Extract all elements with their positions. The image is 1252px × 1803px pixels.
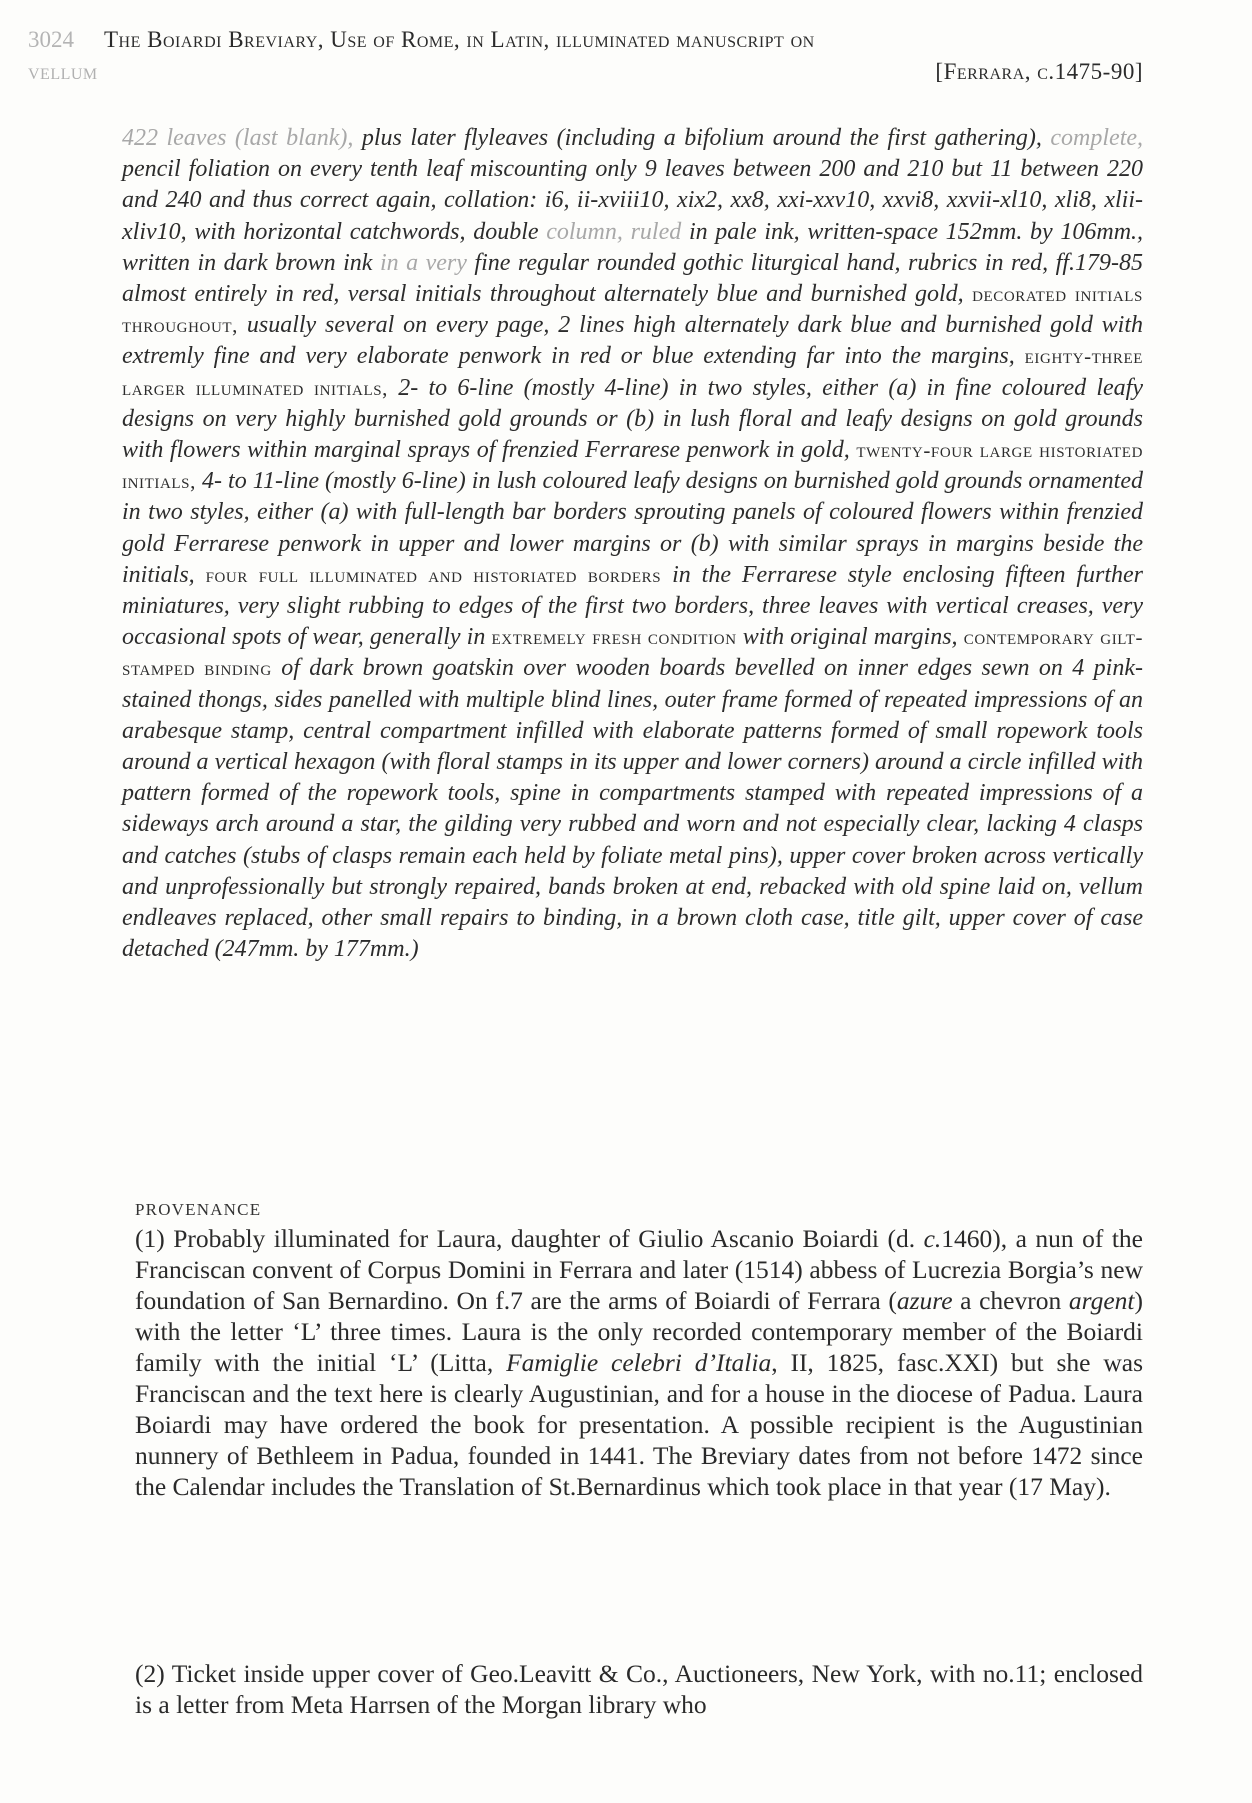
prov-italic: argent [1068,1286,1135,1315]
desc-text: in pale ink, written-space 152mm. by 106mm., written in dark brown ink [122,218,1144,276]
provenance-paragraph-1 [135,1223,1143,1502]
desc-text: in the Ferrarese style enclosing fifteen further miniatures, very slight rubbing to edges of the first two borders, three leaves with vertical creases, very occasional spots of wear, generally in [122,561,1144,651]
desc-text: plus later flyleaves (including a bifolium around the first gathering), [361,125,1042,151]
desc-smallcaps: twenty-four large historiated initials, [122,438,1144,494]
lot-number: 3024 [28,27,74,52]
desc-text: pencil foliation on every tenth leaf miscounting only 9 leaves between 200 and 210 but 11 between 220 and 240 and thus correct again, collation: i6, ii-xviii10, xix2, xx8, xxi-xxv10, xxvi8, xxvii-xl10, xli8, xlii-xliv10, with horizontal catchwords, double [122,156,1143,245]
prov-text: ) with the letter ‘L’ three times. Laura is the only recorded contemporary member of the Boiardi family with the initial ‘L’ (Litta, [135,1286,1143,1377]
lot-place-date: [Ferrara, c.1475-90] [935,59,1143,84]
desc-smallcaps: decorated initials throughout, [122,282,1143,338]
lot-title-continued: vellum [28,59,98,84]
desc-text: in a very [379,249,467,276]
desc-text: 4- to 11-line (mostly 6-line) in lush coloured leafy designs on burnished gold grounds ornamented in two styles, either (a) with full-length bar borders sprouting panels of coloured flowers within frenzied gold Ferrarese penwork in upper and lower margins or (b) with similar sprays in margins beside the initials, [122,468,1143,588]
desc-smallcaps: contemporary gilt-stamped binding [122,625,1144,681]
desc-text: complete, [1050,125,1144,151]
lot-header [28,24,1143,88]
prov-italic: azure [896,1286,953,1315]
prov-italic: c. [923,1224,942,1253]
desc-text: with original margins, [742,624,958,651]
prov-text: (1) Probably illuminated for Laura, daughter of Giulio Ascanio Boiardi (d. [135,1224,916,1253]
desc-text: 422 leaves (last blank), [122,125,354,151]
prov-text: 1460), a nun of the Franciscan convent of Corpus Domini in Ferrara and later (1514) abbess of Lucrezia Borgia’s new foundation of San Bernardino. On f.7 are the arms of Boiardi of Ferrara ( [135,1224,1144,1315]
desc-text: of dark brown goatskin over wooden boards bevelled on inner edges sewn on 4 pink-stained thongs, sides panelled with multiple blind lines, outer frame formed of repeated impressions of an arabesque stamp, central compartment infilled with elaborate patterns formed of small ropework tools around a vertical hexagon (with floral stamps in its upper and lower corners) around a circle infilled with pattern formed of the ropework tools, spine in compartments stamped with repeated impressions of a sideways arch around a star, the gilding very rubbed and worn and not especially clear, lacking 4 clasps and catches (stubs of clasps remain each held by foliate metal pins), upper cover broken across vertically and unprofessionally but strongly repaired, bands broken at end, rebacked with old spine laid on, vellum endleaves replaced, other small repairs to binding, in a brown cloth case, title gilt, upper cover of case detached (247mm. by 177mm.) [122,655,1143,963]
desc-smallcaps: eighty-three larger illuminated initials, [122,344,1143,400]
prov-text: , II, 1825, fasc.XXI) but she was Franciscan and the text here is clearly Augustinian, and for a house in the diocese of Padua. Laura Boiardi may have ordered the book for presentation. A possible recipient is the Augustinian nunnery of Bethleem in Padua, founded in 1441. The Breviary dates from not before 1472 since the Calendar includes the Translation of St.Bernardinus which took place in that year (17 May). [135,1348,1143,1501]
desc-smallcaps: four full illuminated and historiated borders [205,562,662,587]
provenance-paragraph-2: (2) Ticket inside upper cover of Geo.Leavitt & Co., Auctioneers, New York, with no.11; enclosed is a letter from Meta Harrsen of the Morgan library who [135,1659,1143,1719]
lot-title: The Boiardi Breviary, Use of Rome, in Latin, illuminated manuscript on [104,27,815,52]
desc-text: 2- to 6-line (mostly 4-line) in two styles, either (a) in fine coloured leafy designs on very highly burnished gold grounds or (b) in lush floral and leafy designs on gold grounds with flowers within marginal sprays of frenzied Ferrarese penwork in gold, [122,374,1143,464]
desc-text: usually several on every page, 2 lines high alternately dark blue and burnished gold with extremly fine and very elaborate penwork in red or blue extending far into the margins, [122,312,1144,370]
desc-text: fine regular rounded gothic liturgical hand, rubrics in red, ff.179-85 almost entirely in red, versal initials throughout alternately blue and burnished gold, [122,249,1143,308]
desc-smallcaps: extremely fresh condition [491,625,737,650]
provenance-label: PROVENANCE [135,1200,262,1219]
lot-description [122,123,1143,965]
prov-italic: Famiglie celebri d’Italia [506,1348,772,1377]
desc-text: column, ruled [546,218,682,245]
prov-text: a chevron [952,1286,1069,1315]
